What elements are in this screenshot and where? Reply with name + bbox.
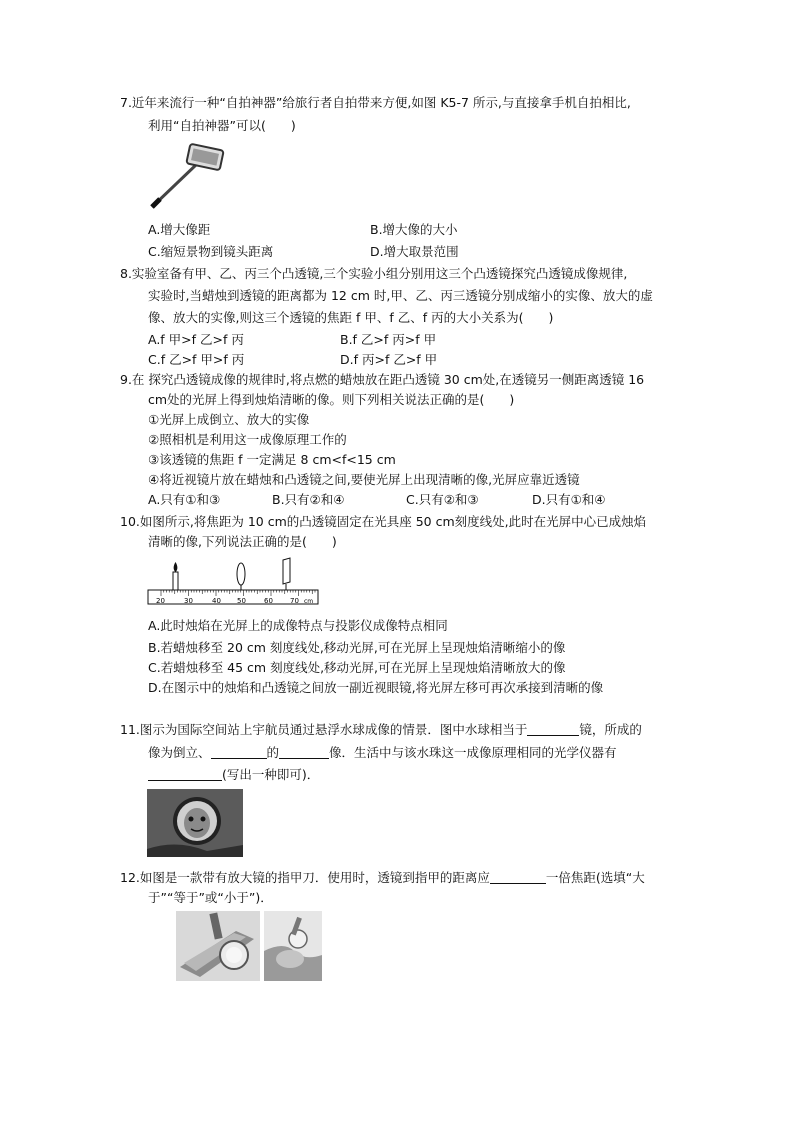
flame-icon xyxy=(174,562,178,572)
q8-option-d: D.f 丙>f 乙>f 甲 xyxy=(340,352,438,367)
q8-option-b: B.f 乙>f 丙>f 甲 xyxy=(340,332,437,347)
q9-statement-2: ②照相机是利用这一成像原理工作的 xyxy=(148,432,347,447)
q9-statement-3: ③该透镜的焦距 f 一定满足 8 cm<f<15 cm xyxy=(148,452,396,467)
q11-text-1: 11.图示为国际空间站上宇航员通过悬浮水球成像的情景．图中水球相当于 xyxy=(120,722,528,737)
q11-blank-1[interactable] xyxy=(527,723,579,736)
optical-bench-figure xyxy=(146,556,322,610)
ruler-label-70: 70 xyxy=(290,597,299,605)
ruler-unit: cm xyxy=(304,598,314,605)
q9-statement-4: ④将近视镜片放在蜡烛和凸透镜之间,要使光屏上出现清晰的像,光屏应靠近透镜 xyxy=(148,472,580,487)
q10-option-b: B.若蜡烛移至 20 cm 刻度线处,移动光屏,可在光屏上呈现烛焰清晰缩小的像 xyxy=(148,640,566,655)
ruler-label-60: 60 xyxy=(264,597,273,605)
candle-icon xyxy=(173,572,178,590)
ruler-label-40: 40 xyxy=(212,597,221,605)
q12-line1 xyxy=(120,869,645,887)
q7-option-a: A.增大像距 xyxy=(148,222,211,237)
q7-option-b: B.增大像的大小 xyxy=(370,222,458,237)
q9-line1: 9.在 探究凸透镜成像的规律时,将点燃的蜡烛放在距凸透镜 30 cm处,在透镜另一侧距离透镜 16 xyxy=(120,372,645,387)
q11-line3 xyxy=(148,766,319,784)
q11-text-3: 像为倒立、 xyxy=(148,745,211,760)
ruler-label-50: 50 xyxy=(237,597,246,605)
q12-text-2: 一倍焦距(选填“大 xyxy=(545,870,645,885)
lens-icon xyxy=(237,563,245,585)
q12-text-1: 12.如图是一款带有放大镜的指甲刀．使用时，透镜到指甲的距离应 xyxy=(120,870,490,885)
selfie-stick-image xyxy=(146,143,226,213)
q7-line2: 利用“自拍神器”可以( ) xyxy=(148,118,296,133)
ruler-label-30: 30 xyxy=(184,597,193,605)
q10-option-a: A.此时烛焰在光屏上的成像特点与投影仪成像特点相同 xyxy=(148,618,448,633)
q11-text-4: 的 xyxy=(266,745,280,760)
nail-clipper-photo xyxy=(176,911,260,981)
q7-option-d: D.增大取景范围 xyxy=(370,244,459,259)
q7-line1: 7.近年来流行一种“自拍神器”给旅行者自拍带来方便,如图 K5-7 所示,与直接拿手机自拍相比, xyxy=(120,95,631,110)
q8-option-c: C.f 乙>f 甲>f 丙 xyxy=(148,352,245,367)
q11-blank-3[interactable] xyxy=(279,746,329,759)
q9-line2: cm处的光屏上得到烛焰清晰的像。则下列相关说法正确的是( ) xyxy=(148,392,515,407)
q11-text-6: (写出一种即可)． xyxy=(222,767,320,782)
q9-option-a: A.只有①和③ xyxy=(148,492,221,507)
q12-blank-1[interactable] xyxy=(490,871,546,884)
q9-option-c: C.只有②和③ xyxy=(406,492,479,507)
q11-text-2: 镜，所成的 xyxy=(579,722,642,737)
q9-option-d: D.只有①和④ xyxy=(532,492,606,507)
q10-line1: 10.如图所示,将焦距为 10 cm的凸透镜固定在光具座 50 cm刻度线处,此时在光屏中心已成烛焰 xyxy=(120,514,647,529)
q8-line3: 像、放大的实像,则这三个透镜的焦距 f 甲、f 乙、f 丙的大小关系为( ) xyxy=(148,310,554,325)
q11-blank-4[interactable] xyxy=(148,768,222,781)
q7-option-c: C.缩短景物到镜头距离 xyxy=(148,244,274,259)
using-nail-clipper-photo xyxy=(264,911,322,981)
q12-line2: 于”“等于”或“小于”)． xyxy=(148,890,273,905)
q8-option-a: A.f 甲>f 乙>f 丙 xyxy=(148,332,244,347)
screen-icon xyxy=(283,558,290,584)
q10-option-d: D.在图示中的烛焰和凸透镜之间放一副近视眼镜,将光屏左移可再次承接到清晰的像 xyxy=(148,680,604,695)
ruler-label-20: 20 xyxy=(156,597,165,605)
q9-statement-1: ①光屏上成倒立、放大的实像 xyxy=(148,412,310,427)
q11-text-5: 像．生活中与该水珠这一成像原理相同的光学仪器有 xyxy=(329,745,617,760)
q11-line2 xyxy=(148,744,617,762)
q11-line1 xyxy=(120,721,642,739)
astronaut-water-ball-photo xyxy=(147,789,243,857)
q10-line2: 清晰的像,下列说法正确的是( ) xyxy=(148,534,337,549)
q10-option-c: C.若蜡烛移至 45 cm 刻度线处,移动光屏,可在光屏上呈现烛焰清晰放大的像 xyxy=(148,660,566,675)
q9-option-b: B.只有②和④ xyxy=(272,492,345,507)
q8-line1: 8.实验室备有甲、乙、丙三个凸透镜,三个实验小组分别用这三个凸透镜探究凸透镜成像规律, xyxy=(120,266,628,281)
q11-blank-2[interactable] xyxy=(211,746,267,759)
q8-line2: 实验时,当蜡烛到透镜的距离都为 12 cm 时,甲、乙、丙三透镜分别成缩小的实像、放大的虚 xyxy=(148,288,653,303)
